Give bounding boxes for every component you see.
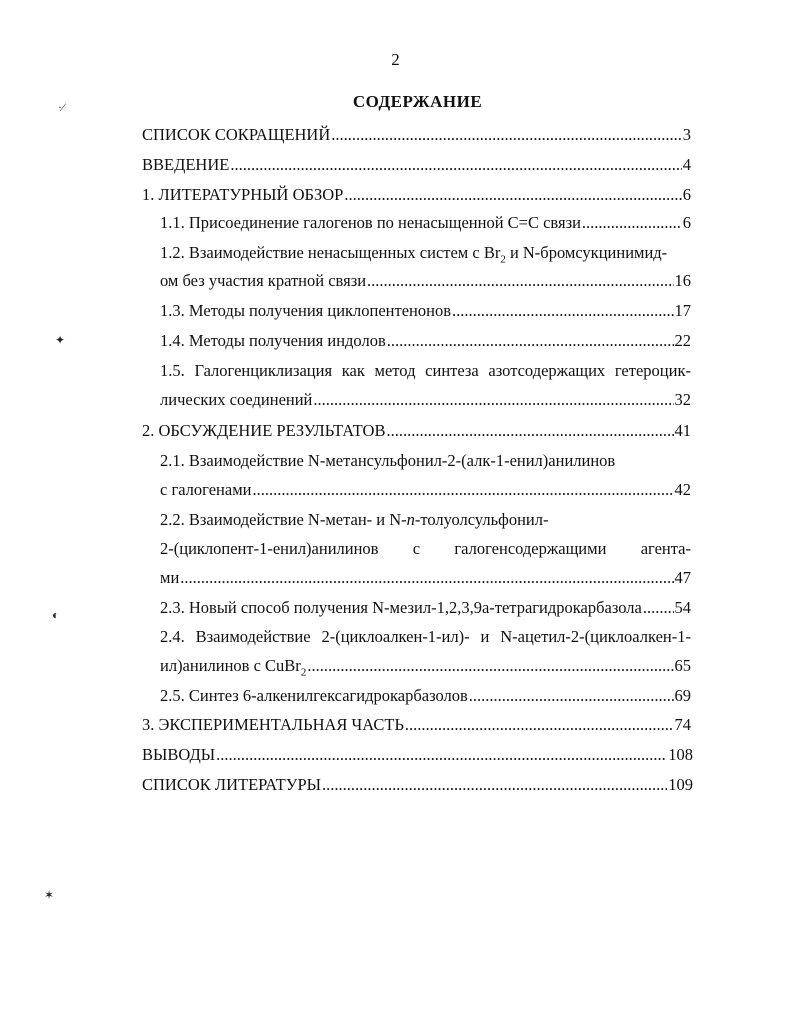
scan-mark: ·⁄ [58,100,64,114]
toc-label: с галогенами [160,480,252,499]
toc-page: 6 [682,185,691,204]
scan-mark: ✦ [55,333,66,347]
toc-page: 16 [674,271,691,290]
toc-entry-line1: 2.1. Взаимодействие N-метансульфонил-2-(алк-1-енил)анилинов [160,451,616,470]
leader-dots [643,598,674,618]
leader-dots [582,213,682,233]
toc-page: 42 [674,480,691,499]
toc-label: ВЫВОДЫ [142,745,216,764]
contents-title: СОДЕРЖАНИЕ [352,92,483,111]
toc-entry[interactable] [160,598,691,618]
leader-dots [307,656,673,676]
toc-label: 2.3. Новый способ получения N-мезил-1,2,3,9а-тетрагидрокарбазола [160,598,642,617]
toc-entry[interactable] [142,155,691,175]
toc-label: ил)анилинов с CuBr$_2$ [160,656,307,679]
toc-page: 47 [674,568,691,587]
toc-page: 69 [674,686,691,705]
toc-page: 109 [668,775,693,794]
toc-entry[interactable] [142,421,691,441]
leader-dots [405,715,674,735]
leader-dots [331,125,681,145]
toc-entry-line1: 1.5. Галогенциклизация как метод синтеза азотсодержащих гетероцик- [160,361,691,380]
toc-page: 22 [674,331,691,350]
toc-page: 17 [674,301,691,320]
toc-page: 3 [682,125,691,144]
leader-dots [230,155,681,175]
page-number: 2 [391,50,400,69]
toc-label: 2.5. Синтез 6-алкенилгексагидрокарбазолов [160,686,468,705]
toc-label: 1.3. Методы получения циклопентенонов [160,301,451,320]
toc-label: ом без участия кратной связи [160,271,367,290]
toc-label: СПИСОК СОКРАЩЕНИЙ [142,125,331,144]
toc-entry[interactable] [160,568,691,588]
toc-label: 2. ОБСУЖДЕНИЕ РЕЗУЛЬТАТОВ [142,421,386,440]
toc-entry[interactable] [142,185,691,205]
toc-label: ми [160,568,180,587]
toc-entry[interactable] [160,480,691,500]
toc-entry-line1: 2.2. Взаимодействие N-метан- и N-п-толуолсульфонил- [160,510,549,529]
toc-entry[interactable] [142,745,693,765]
toc-page: 41 [674,421,691,440]
toc-page: 54 [674,598,691,617]
toc-page: 6 [682,213,691,232]
leader-dots [180,568,673,588]
scan-mark: ◐ [52,608,60,622]
leader-dots [387,331,674,351]
toc-entry[interactable] [142,775,693,795]
leader-dots [452,301,674,321]
toc-entry[interactable] [160,686,691,706]
toc-page: 32 [674,390,691,409]
toc-entry-line1: 1.2. Взаимодействие ненасыщенных систем с $Br_2$ и N-бромсукцинимид- [160,243,668,266]
toc-entry[interactable] [160,390,691,410]
leader-dots [313,390,673,410]
toc-label: ВВЕДЕНИЕ [142,155,230,174]
toc-label: 1. ЛИТЕРАТУРНЫЙ ОБЗОР [142,185,344,204]
toc-page: 108 [668,745,693,764]
toc-entry-line1: 2.4. Взаимодействие 2-(циклоалкен-1-ил)- и N-ацетил-2-(циклоалкен-1- [160,627,691,646]
toc-entry[interactable] [160,213,691,233]
toc-label: 1.1. Присоединение галогенов по ненасыщенной С=С связи [160,213,581,232]
toc-entry[interactable] [160,301,691,321]
toc-label: СПИСОК ЛИТЕРАТУРЫ [142,775,322,794]
toc-label: 1.4. Методы получения индолов [160,331,386,350]
toc-entry-line2: 2-(циклопент-1-енил)анилинов с галогенсодержащими агента- [160,539,691,558]
leader-dots [367,271,673,291]
scan-mark: ✶ [44,888,55,902]
leader-dots [322,775,667,795]
toc-page: 65 [674,656,691,675]
toc-entry[interactable] [142,715,691,735]
leader-dots [344,185,681,205]
toc-label: 3. ЭКСПЕРИМЕНТАЛЬНАЯ ЧАСТЬ [142,715,404,734]
toc-page: 4 [682,155,691,174]
leader-dots [252,480,673,500]
toc-entry[interactable] [142,125,691,145]
toc-label: лических соединений [160,390,313,409]
leader-dots [386,421,673,441]
toc-entry[interactable] [160,331,691,351]
leader-dots [469,686,674,706]
toc-page: 74 [674,715,691,734]
toc-entry[interactable] [160,271,691,291]
toc-entry[interactable] [160,656,691,682]
leader-dots [216,745,667,765]
